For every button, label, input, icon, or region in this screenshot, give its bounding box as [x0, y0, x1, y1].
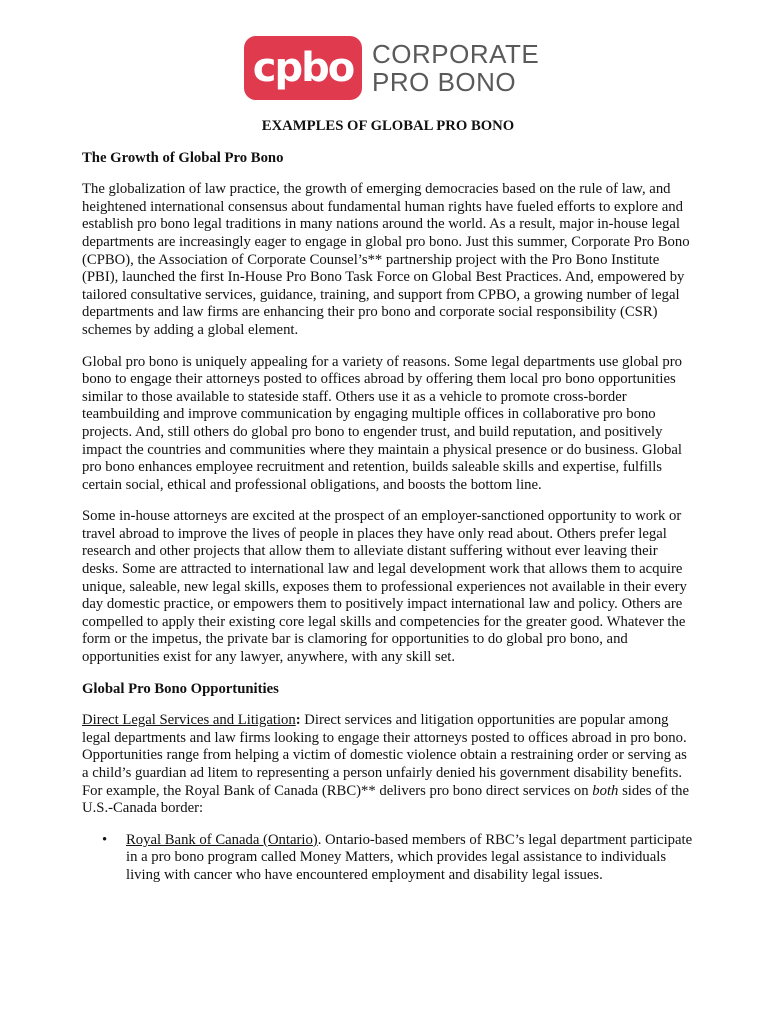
document-body — [82, 118, 694, 885]
emphasis-both: both — [592, 782, 619, 799]
logo-line-2: PRO BONO — [372, 67, 517, 97]
logo-line-1: CORPORATE — [372, 39, 540, 69]
list-item — [102, 831, 694, 885]
paragraph-3: Some in-house attorneys are excited at the prospect of an employer-sanctioned opportunity to work or travel abroad to improve the lives of people in places they have only read about. Others prefer legal research and other projects that allow them to alleviate distant suffering without ever leaving their desks. Some are attracted to international law and legal development work that allows them to acquire unique, saleable, new legal skills, exposes them to professional experiences not available in their every day domestic practice, or empowers them to positively impact international law and policy. Others are compelled to apply their existing core legal skills and competencies for the greater good. Whatever the form or the impetus, the private bar is clamoring for opportunities to do global pro bono, and opportunities exist for any lawyer, anywhere, with any skill set. — [82, 508, 687, 666]
section-heading-opportunities: Global Pro Bono Opportunities — [82, 680, 279, 697]
direct-legal-services-label: Direct Legal Services and Litigation — [82, 712, 296, 729]
paragraph-2: Global pro bono is uniquely appealing for a variety of reasons. Some legal departments use global pro bono to engage their attorneys posted to offices abroad by offering them local pro bono opportunities similar to those available to stateside staff. Others use it as a vehicle to promote cross-border teambuilding and improve communication by engaging multiple offices in collaborative pro bono projects. And, still others do global pro bono to engender trust, and build reputation, and positively impact the countries and communities where they maintain a physical presence or do business. Global pro bono enhances employee recruitment and retention, builds saleable skills and expertise, fulfills certain social, ethical and professional obligations, and boosts the bottom line. — [82, 353, 682, 493]
bullet-icon: • — [102, 831, 108, 848]
cpbo-logo — [244, 36, 539, 100]
document-title: EXAMPLES OF GLOBAL PRO BONO — [261, 118, 515, 134]
rbc-ontario-label: Royal Bank of Canada (Ontario) — [126, 831, 318, 848]
bullet-1-text: . Ontario-based members of RBC’s legal department participate in a pro bono program called Money Matters, which provides legal assistance to individuals living with cancer who have encountered employment and disability legal issues. — [126, 831, 693, 883]
bullet-list — [82, 832, 694, 885]
logo-wordmark — [372, 40, 539, 96]
section-heading-growth: The Growth of Global Pro Bono — [82, 149, 284, 166]
paragraph-4-text-a: Direct services and litigation opportunities are popular among legal departments and law firms looking to engage their attorneys posted to offices abroad in pro bono. Opportunities range from helping a victim of domestic violence obtain a restraining order or serving as a child’s guardian ad litem to representing a person unfairly denied his government disability benefits. For example, the Royal Bank of Canada (RBC)** delivers pro bono direct services on — [82, 712, 687, 799]
logo-mark — [244, 36, 362, 100]
paragraph-4-text-b: sides of the U.S.-Canada border: — [82, 782, 689, 817]
paragraph-4 — [82, 712, 694, 818]
label-colon: : — [295, 712, 301, 729]
paragraph-1: The globalization of law practice, the growth of emerging democracies based on the rule of law, and heightened international consensus about fundamental human rights have fueled efforts to explore and establish pro bono legal traditions in many nations around the world. As a result, major in-house legal departments are increasingly eager to engage in global pro bono. Just this summer, Corporate Pro Bono (CPBO), the Association of Corporate Counsel’s** partnership project with the Pro Bono Institute (PBI), launched the first In-House Pro Bono Task Force on Global Best Practices. And, empowered by tailored consultative services, guidance, training, and support from CPBO, a growing number of legal departments and law firms are enhancing their pro bono and corporate social responsibility (CSR) schemes by adding a global element. — [82, 181, 690, 338]
logo-mark-text: cpbo — [252, 45, 354, 91]
